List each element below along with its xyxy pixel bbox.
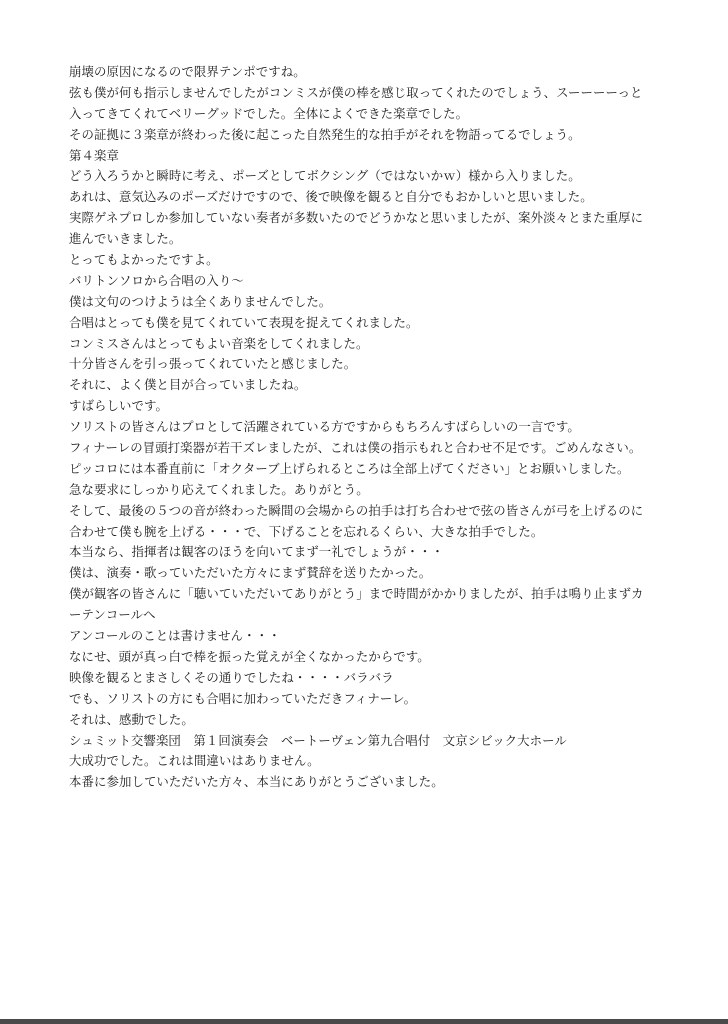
text-line: ピッコロには本番直前に「オクターブ上げられるところは全部上げてください」とお願いしました。: [69, 460, 630, 476]
text-line: 僕は、演奏・歌っていただいた方々にまず賛辞を送りたかった。: [69, 565, 432, 581]
text-line: あれは、意気込みのポーズだけですので、後で映像を観ると自分でもおかしいと思いました。: [69, 189, 593, 205]
text-line: 急な要求にしっかり応えてくれました。ありがとう。: [69, 481, 369, 497]
body-text: [69, 62, 669, 793]
text-line: そして、最後の５つの音が終わった瞬間の会場からの拍手は打ち合わせで弦の皆さんが弓を上げるのに: [69, 502, 644, 518]
text-line: 入ってきてくれてベリーグッドでした。全体によくできた楽章でした。: [69, 105, 469, 121]
text-line: どう入ろうかと瞬時に考え、ポーズとしてボクシング（ではないかｗ）様から入りました。: [69, 168, 581, 184]
text-line: 実際ゲネプロしか参加していない奏者が多数いたのでどうかなと思いましたが、案外淡々とまた重厚に: [69, 210, 644, 226]
text-line: 映像を観るとまさしくその通りでしたね・・・・バラバラ: [69, 669, 394, 685]
page-bottom-border: [0, 1019, 728, 1024]
text-line: なにせ、頭が真っ白で棒を振った覚えが全くなかったからです。: [69, 648, 430, 664]
text-line: でも、ソリストの方にも合唱に加わっていただきフィナーレ。: [69, 690, 417, 706]
text-line: 僕が観客の皆さんに「聴いていただいてありがとう」まで時間がかかりましたが、拍手は鳴り止まずカ: [69, 586, 644, 602]
text-line: 弦も僕が何も指示しませんでしたがコンミスが僕の棒を感じ取ってくれたのでしょう、スーーーーっと: [69, 84, 643, 100]
text-line: シュミット交響楽団 第１回演奏会 ベートーヴェン第九合唱付 文京シビック大ホール: [69, 732, 567, 748]
text-line: 崩壊の原因になるので限界テンポですね。: [69, 64, 306, 79]
text-line: 本当なら、指揮者は観客のほうを向いてまず一礼でしょうが・・・: [69, 544, 444, 560]
section-heading: 第４楽章: [69, 147, 119, 163]
text-line: とってもよかったですよ。: [69, 252, 219, 268]
text-line: ソリストの皆さんはプロとして活躍されている方ですからもちろんすばらしいの一言です。: [69, 419, 580, 435]
text-line: 合唱はとっても僕を見てくれていて表現を捉えてくれました。: [69, 314, 419, 330]
text-line: 僕は文句のつけようは全くありませんでした。: [69, 293, 332, 309]
text-line: コンミスさんはとってもよい音楽をしてくれました。: [69, 335, 369, 351]
text-line: すばらしいです。: [69, 398, 168, 414]
text-line: フィナーレの冒頭打楽器が若干ズレましたが、これは僕の指示もれと合わせ不足です。ごめんなさい。: [69, 440, 642, 456]
text-line: バリトンソロから合唱の入り～: [69, 272, 244, 288]
text-line: 大成功でした。これは間違いはありません。: [69, 753, 320, 769]
text-line: それは、感動でした。: [69, 711, 194, 727]
text-line: 十分皆さんを引っ張ってくれていたと感じました。: [69, 356, 357, 372]
text-line: ーテンコールへ: [69, 607, 156, 623]
text-line: その証拠に３楽章が終わった後に起こった自然発生的な拍手がそれを物語ってるでしょう。: [69, 126, 581, 142]
text-line: 進んでいきました。: [69, 231, 182, 247]
text-line: アンコールのことは書けません・・・: [69, 628, 281, 644]
text-line: 本番に参加していただいた方々、本当にありがとうございました。: [69, 774, 444, 790]
text-line: 合わせて僕も腕を上げる・・・で、下げることを忘れるくらい、大きな拍手でした。: [69, 523, 544, 539]
text-line: それに、よく僕と目が合っていましたね。: [69, 377, 307, 393]
